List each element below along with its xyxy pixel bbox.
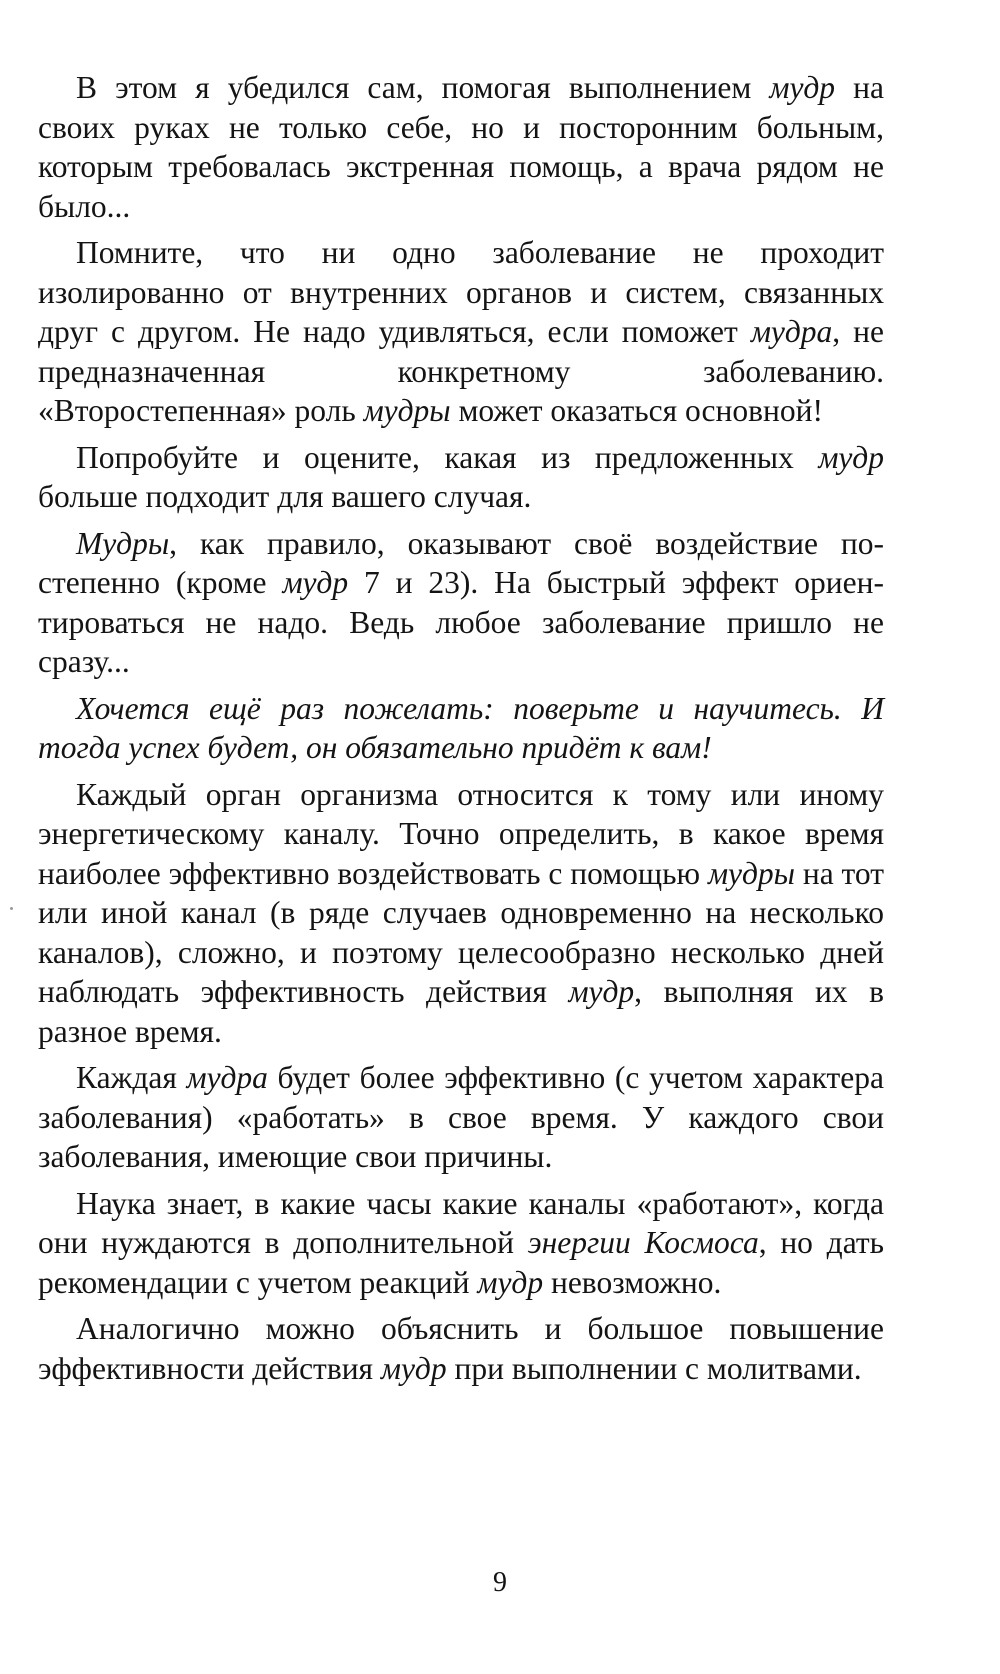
text-run-italic: Хочется ещё раз пожелать: поверьте и научитесь. И тогда успех будет, он обязательно придёт к вам! [38,690,884,765]
text-run: , не предназначенная конкретному заболеванию. «Второстепенная» роль [38,314,884,428]
text-run: Каждый орган организма относится к тому или иному энергетическому каналу. Точно определить, в какое время наиболее эффективно воздействовать с помощью [38,776,884,891]
text-run-italic: мудра [750,314,833,349]
text-run-italic: мудр [477,1264,544,1300]
text-run-italic: мудра [186,1060,268,1095]
paragraph-6 [38,775,884,1052]
paragraph-4 [38,524,884,682]
text-run-italic: мудр [769,70,836,105]
text-run: , но дать рекомендации с учетом реакций [38,1225,884,1300]
text-run: , как правило, оказывают своё воздействие постепенно (кроме [38,525,884,600]
text-run: на своих руках не только себе, но и посторонним больным, которым требовалась экстренная помощь, а врача рядом не было... [38,70,884,224]
text-run: Аналогично можно объяснить и большое повышение эффективности действия [38,1311,884,1386]
text-run: Каждая [76,1060,187,1095]
paragraph-2 [38,233,884,431]
page-number: 9 [493,1567,507,1598]
text-run: Помните, что ни одно заболевание не проходит изолированно от внутренних органов и систем, связанных друг с другом. Не надо удивляться, если поможет [38,235,884,349]
text-run: Наука знает, в какие часы какие каналы «работают», когда они нуждаются в дополнительной [38,1185,884,1260]
paragraph-1 [38,68,884,226]
text-run-italic: Мудры [76,525,170,561]
text-run: невозможно. [543,1264,722,1300]
text-run-italic: мудр [818,439,884,475]
text-run: В этом я убедился сам, помогая выполнением [76,70,770,105]
text-run: Попробуйте и оцените, какая из предложенных [76,439,819,475]
text-run: 7 и 23). На быстрый эффект ориентироваться не надо. Ведь любое заболевание пришло не сразу... [38,565,884,679]
paragraph-7 [38,1058,884,1177]
text-run-italic: мудры [707,855,795,891]
paragraph-5 [38,689,884,768]
text-run-italic: мудр [380,1350,447,1386]
text-run: будет более эффективно (с учетом характера заболевания) «работать» в свое время. У каждого свои заболевания, имеющие свои причины. [38,1060,885,1174]
text-run-italic: мудр [568,974,635,1009]
text-run: может оказаться основной! [450,393,823,428]
text-run: при выполнении с молитвами. [446,1350,862,1386]
text-run: больше подходит для вашего случая. [38,479,532,514]
text-run: на тот или иной канал (в ряде случаев одновременно на несколько каналов), сложно, и поэтому целесообразно несколько дней наблюдать эффективность действия [38,855,885,1009]
text-run-italic: энергии Космоса [527,1225,759,1260]
text-run: , выполняя их в разное время. [38,974,884,1049]
text-run-italic: мудр [282,565,349,600]
paragraph-9 [38,1309,884,1388]
paragraph-3 [38,438,884,517]
scan-speck [10,907,13,910]
page-body [38,68,884,1395]
paragraph-8 [38,1184,884,1303]
text-run-italic: мудры [363,393,451,428]
